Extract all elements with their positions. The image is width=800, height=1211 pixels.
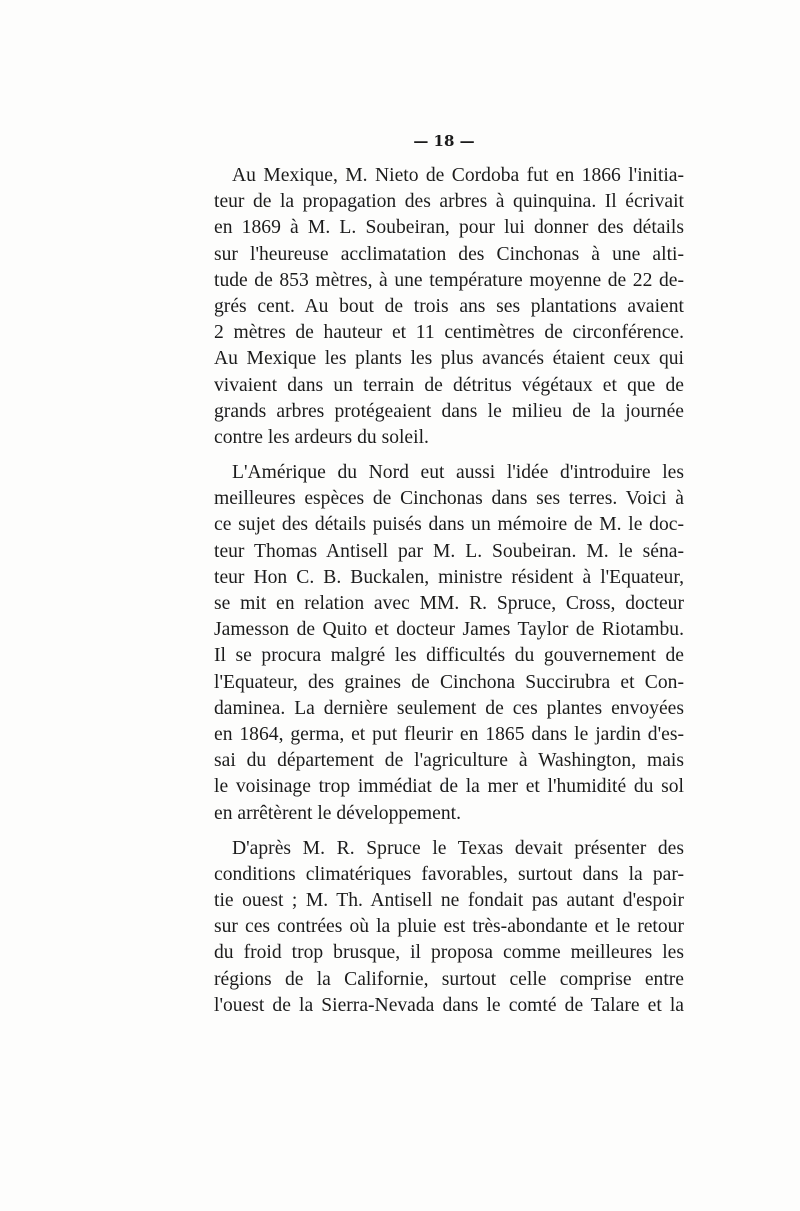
paragraph-amerique-du-nord [214,460,684,827]
text-line: meilleures espèces de Cinchonas dans ses terres. Voici à [214,488,684,510]
text-line: conditions climatériques favorables, surtout dans la par- [214,863,684,885]
text-line: Jamesson de Quito et docteur James Taylor de Riotambu. [214,619,684,641]
text-line: ce sujet des détails puisés dans un mémoire de M. le doc- [214,514,684,536]
text-line: l'ouest de la Sierra-Nevada dans le comté de Talare et la [214,994,684,1016]
text-line: Au Mexique les plants les plus avancés étaient ceux qui [214,348,684,370]
text-line: en 1869 à M. L. Soubeiran, pour lui donner des détails [214,217,684,239]
text-line: le voisinage trop immédiat de la mer et l'humidité du sol [214,776,684,798]
text-line: se mit en relation avec MM. R. Spruce, Cross, docteur [214,593,684,614]
page-number: — 18 — [413,132,475,150]
text-line: tie ouest ; M. Th. Antisell ne fondait pas autant d'espoir [214,890,684,912]
paragraph-texas-californie [214,836,684,1019]
text-line: Au Mexique, M. Nieto de Cordoba fut en 1866 l'initia- [232,165,684,186]
text-line: vivaient dans un terrain de détritus végétaux et que de [214,374,684,396]
text-line: contre les ardeurs du soleil. [214,426,429,448]
text-line: grés cent. Au bout de trois ans ses plantations avaient [214,295,684,317]
text-line: teur Hon C. B. Buckalen, ministre résident à l'Equateur, [214,566,684,588]
text-line: daminea. La dernière seulement de ces plantes envoyées [214,697,684,719]
text-line: teur de la propagation des arbres à quinquina. Il écrivait [214,191,684,213]
text-line: grands arbres protégeaient dans le milieu de la journée [214,400,684,422]
text-line: l'Equateur, des graines de Cinchona Succirubra et Con- [214,671,684,693]
body-text [214,163,684,1028]
text-line: sai du département de l'agriculture à Washington, mais [214,750,684,772]
text-line: en arrêtèrent le développement. [214,802,461,824]
text-line: L'Amérique du Nord eut aussi l'idée d'introduire les [232,462,684,484]
text-line: tude de 853 mètres, à une température moyenne de 22 de- [214,269,684,291]
text-line: sur l'heureuse acclimatation des Cinchonas à une alti- [214,243,684,265]
text-line: du froid trop brusque, il proposa comme meilleures les [214,942,684,964]
text-line: régions de la Californie, surtout celle comprise entre [214,968,684,990]
text-line: D'après M. R. Spruce le Texas devait présenter des [232,837,684,859]
paragraph-mexique [214,163,684,451]
text-line: en 1864, germa, et put fleurir en 1865 dans le jardin d'es- [214,723,684,745]
text-line: teur Thomas Antisell par M. L. Soubeiran. M. le séna- [214,540,684,562]
text-line: sur ces contrées où la pluie est très-abondante et le retour [214,916,684,938]
text-line: 2 mètres de hauteur et 11 centimètres de circonférence. [214,322,684,344]
text-line: Il se procura malgré les difficultés du gouvernement de [214,645,684,667]
